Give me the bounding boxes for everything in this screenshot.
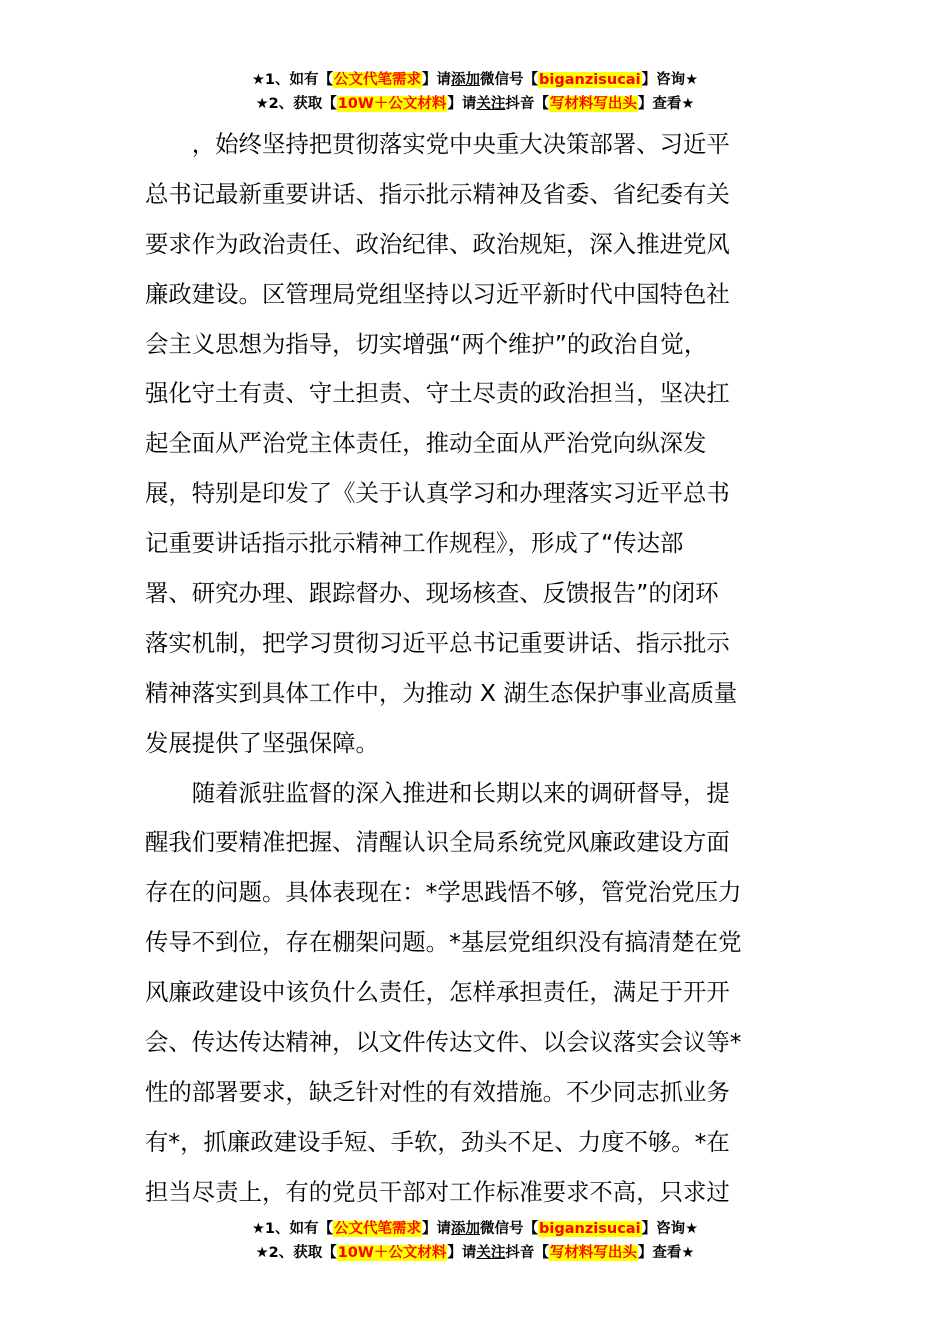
banner-text: ★2、获取【	[255, 96, 337, 112]
banner-text: 】查看★	[637, 1245, 695, 1261]
text-line: 会主义思想为指导，切实增强“两个维护”的政治自觉，	[145, 329, 708, 358]
text-line: 展，特别是印发了《关于认真学习和办理落实习近平总书	[145, 479, 730, 508]
banner-highlight: 写材料写出头	[549, 96, 637, 112]
banner-line-2	[0, 1241, 950, 1265]
banner-text: 】请	[447, 96, 477, 112]
text-line: 有*，抓廉政建设手短、手软，劲头不足、力度不够。*在	[145, 1127, 730, 1156]
banner-text: 】查看★	[637, 96, 695, 112]
text-line: 风廉政建设中该负什么责任，怎样承担责任，满足于开开	[145, 978, 730, 1007]
banner-text: 】请	[422, 1221, 452, 1237]
banner-text: ★1、如有【	[251, 72, 334, 88]
banner-highlight: 公文代笔需求	[334, 72, 422, 88]
banner-underline: 关注	[476, 96, 506, 112]
banner-underline: 关注	[476, 1245, 506, 1261]
text-line: 精神落实到具体工作中，为推动 X 湖生态保护事业高质量	[145, 678, 738, 707]
text-line: 存在的问题。具体表现在：*学思践悟不够，管党治党压力	[145, 878, 742, 907]
banner-line-2	[0, 92, 950, 116]
text-line: 担当尽责上，有的党员干部对工作标准要求不高，只求过	[145, 1177, 730, 1206]
banner-line-1	[0, 68, 950, 92]
banner-underline: 添加	[451, 1221, 481, 1237]
banner-text: 抖音【	[505, 1245, 549, 1261]
body-text	[145, 120, 810, 1218]
footer-banner	[0, 1217, 950, 1265]
banner-text: 】咨询★	[641, 1221, 699, 1237]
banner-highlight: biganzisucai	[539, 72, 641, 88]
banner-text: 抖音【	[505, 96, 549, 112]
text-line: 署、研究办理、跟踪督办、现场核查、反馈报告”的闭环	[145, 579, 719, 608]
text-line: 落实机制，把学习贯彻习近平总书记重要讲话、指示批示	[145, 628, 730, 657]
banner-text: 】请	[422, 72, 452, 88]
banner-text: 】请	[447, 1245, 477, 1261]
banner-highlight: biganzisucai	[539, 1221, 641, 1237]
banner-text: 微信号【	[480, 72, 539, 88]
text-line: 廉政建设。区管理局党组坚持以习近平新时代中国特色社	[145, 279, 730, 308]
banner-highlight: 10W＋公文材料	[337, 1245, 447, 1261]
banner-text: 】咨询★	[641, 72, 699, 88]
banner-line-1	[0, 1217, 950, 1241]
banner-highlight: 写材料写出头	[549, 1245, 637, 1261]
text-line: 总书记最新重要讲话、指示批示精神及省委、省纪委有关	[145, 179, 730, 208]
banner-text: ★2、获取【	[255, 1245, 337, 1261]
banner-highlight: 公文代笔需求	[334, 1221, 422, 1237]
banner-text: ★1、如有【	[251, 1221, 334, 1237]
text-line: 要求作为政治责任、政治纪律、政治规矩，深入推进党风	[145, 229, 730, 258]
text-line: 起全面从严治党主体责任，推动全面从严治党向纵深发	[145, 429, 707, 458]
banner-text: 微信号【	[480, 1221, 539, 1237]
text-line: 会、传达传达精神，以文件传达文件、以会议落实会议等*	[145, 1028, 742, 1057]
text-line: 醒我们要精准把握、清醒认识全局系统党风廉政建设方面	[145, 828, 730, 857]
text-line: 发展提供了坚强保障。	[145, 728, 379, 757]
text-line: 记重要讲话指示批示精神工作规程》，形成了“传达部	[145, 529, 684, 558]
text-line: 性的部署要求，缺乏针对性的有效措施。不少同志抓业务	[145, 1077, 730, 1106]
header-banner	[0, 68, 950, 116]
text-line: 强化守土有责、守土担责、守土尽责的政治担当，坚决扛	[145, 379, 730, 408]
text-line: ，始终坚持把贯彻落实党中央重大决策部署、习近平	[145, 130, 730, 158]
banner-underline: 添加	[451, 72, 481, 88]
banner-highlight: 10W＋公文材料	[337, 96, 447, 112]
text-line: 传导不到位，存在棚架问题。*基层党组织没有搞清楚在党	[145, 928, 742, 957]
text-line: 随着派驻监督的深入推进和长期以来的调研督导，提	[145, 778, 730, 807]
